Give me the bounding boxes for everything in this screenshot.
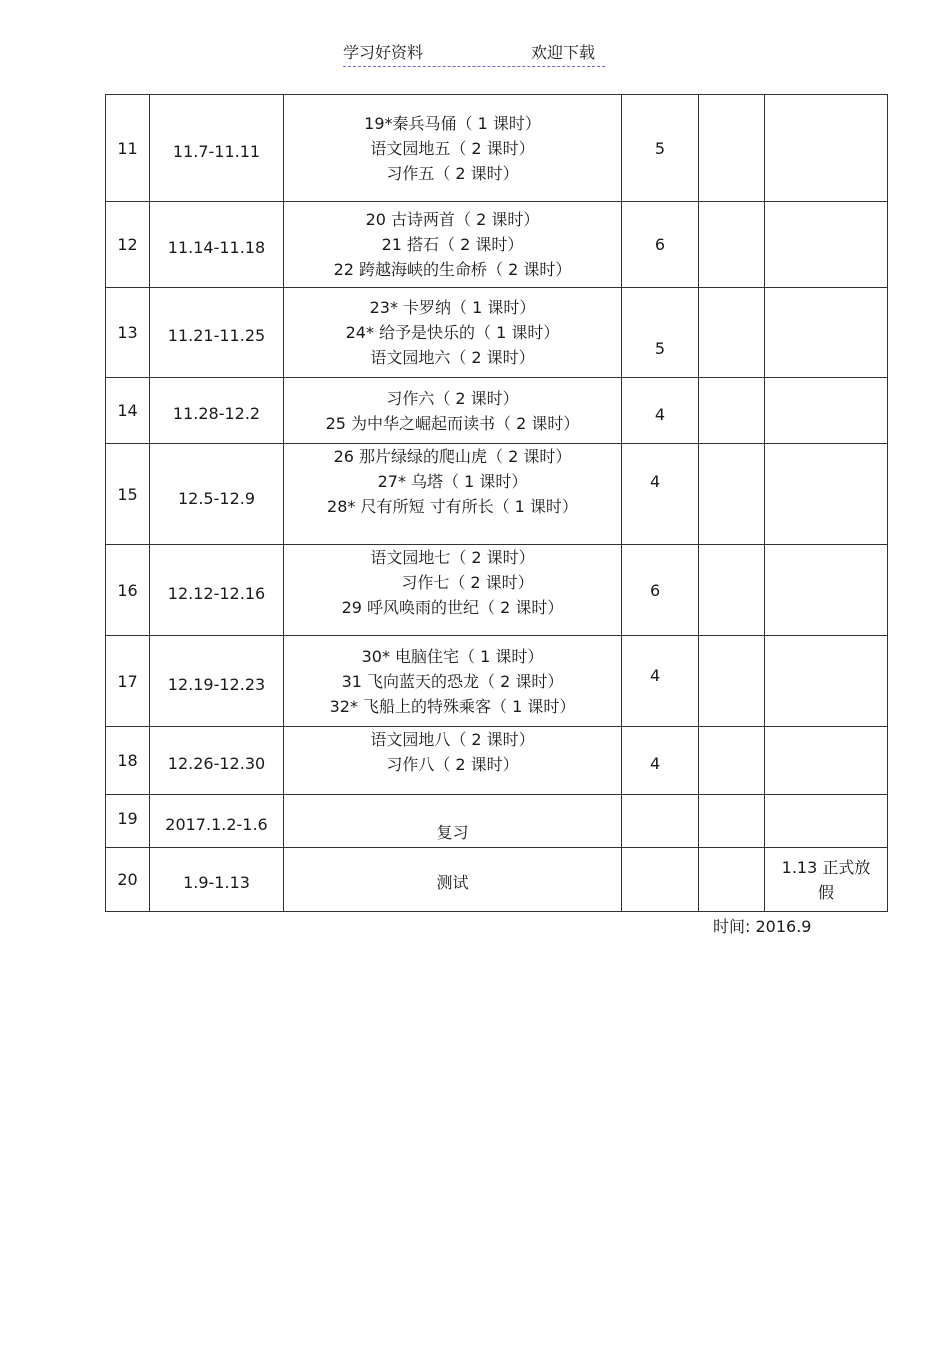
lesson-line: 习作六（ 2 课时） <box>386 388 519 408</box>
week-number: 18 <box>106 727 150 795</box>
header-left-text: 学习好资料 <box>343 43 424 62</box>
lesson-line: 语文园地六（ 2 课时） <box>370 348 535 367</box>
lesson-line: 语文园地七（ 2 课时） <box>370 548 535 567</box>
hours-count <box>622 848 699 912</box>
lesson-line: 27* 乌塔（ 1 课时） <box>377 472 528 491</box>
lesson-line: 习作八（ 2 课时） <box>386 755 519 774</box>
lesson-list <box>284 636 622 727</box>
empty-cell <box>699 378 765 444</box>
table-row <box>106 795 888 848</box>
hours-count: 5 <box>622 288 699 378</box>
hours-count: 6 <box>622 202 699 288</box>
week-dates: 2017.1.2-1.6 <box>150 795 284 848</box>
week-dates: 11.28-12.2 <box>150 378 284 444</box>
empty-cell <box>699 95 765 202</box>
lesson-list <box>284 444 622 545</box>
week-number: 16 <box>106 545 150 636</box>
table-row <box>106 202 888 288</box>
empty-cell <box>699 202 765 288</box>
lesson-line: 23* 卡罗纳（ 1 课时） <box>369 298 536 317</box>
note-cell <box>765 378 888 444</box>
lesson-line: 26 那片绿绿的爬山虎（ 2 课时） <box>333 447 572 466</box>
hours-count: 4 <box>622 636 699 727</box>
table-row <box>106 636 888 727</box>
empty-cell <box>699 848 765 912</box>
header-right-text: 欢迎下载 <box>531 43 596 62</box>
table-row <box>106 444 888 545</box>
week-number: 17 <box>106 636 150 727</box>
note-cell: 1.13 正式放假 <box>765 848 888 912</box>
lesson-list <box>284 378 622 444</box>
lesson-line: 复习 <box>436 823 469 842</box>
hours-count: 4 <box>622 378 699 444</box>
table-row <box>106 727 888 795</box>
lesson-list <box>284 95 622 202</box>
empty-cell <box>699 636 765 727</box>
teaching-schedule-table <box>105 94 888 912</box>
week-number: 12 <box>106 202 150 288</box>
hours-count <box>622 795 699 848</box>
table-row <box>106 95 888 202</box>
note-cell <box>765 727 888 795</box>
lesson-line: 24* 给予是快乐的（ 1 课时） <box>345 323 560 342</box>
week-dates: 12.26-12.30 <box>150 727 284 795</box>
hours-count: 6 <box>622 545 699 636</box>
table-row <box>106 378 888 444</box>
lesson-line: 29 呼风唤雨的世纪（ 2 课时） <box>341 598 564 617</box>
lesson-list <box>284 288 622 378</box>
note-cell <box>765 288 888 378</box>
week-number: 11 <box>106 95 150 202</box>
note-cell <box>765 202 888 288</box>
lesson-list <box>284 202 622 288</box>
week-dates: 11.7-11.11 <box>150 95 284 202</box>
lesson-line: 语文园地八（ 2 课时） <box>370 730 535 749</box>
lesson-list <box>284 727 622 795</box>
lesson-list <box>284 848 622 912</box>
table-row <box>106 848 888 912</box>
lesson-line: 习作五（ 2 课时） <box>386 163 519 183</box>
lesson-line: 语文园地五（ 2 课时） <box>370 138 535 158</box>
table-row <box>106 545 888 636</box>
empty-cell <box>699 545 765 636</box>
note-cell <box>765 636 888 727</box>
lesson-line: 25 为中华之崛起而读书（ 2 课时） <box>325 413 580 433</box>
week-dates: 11.21-11.25 <box>150 288 284 378</box>
lesson-line: 32* 飞船上的特殊乘客（ 1 课时） <box>329 696 576 716</box>
lesson-list <box>284 795 622 848</box>
week-dates: 1.9-1.13 <box>150 848 284 912</box>
document-date: 时间: 2016.9 <box>713 917 812 936</box>
hours-count: 4 <box>622 444 699 545</box>
note-cell <box>765 545 888 636</box>
note-cell <box>765 795 888 848</box>
lesson-line: 21 搭石（ 2 课时） <box>381 235 524 254</box>
week-dates: 12.19-12.23 <box>150 636 284 727</box>
note-cell <box>765 95 888 202</box>
note-cell <box>765 444 888 545</box>
lesson-list <box>284 545 622 636</box>
lesson-line: 20 古诗两首（ 2 课时） <box>365 210 540 229</box>
week-dates: 12.12-12.16 <box>150 545 284 636</box>
week-dates: 12.5-12.9 <box>150 444 284 545</box>
lesson-line: 30* 电脑住宅（ 1 课时） <box>361 646 544 666</box>
page-header <box>343 42 605 67</box>
week-number: 14 <box>106 378 150 444</box>
hours-count: 5 <box>622 95 699 202</box>
hours-count: 4 <box>622 727 699 795</box>
week-number: 20 <box>106 848 150 912</box>
empty-cell <box>699 727 765 795</box>
lesson-line: 19*秦兵马俑（ 1 课时） <box>364 113 541 133</box>
lesson-line: 测试 <box>436 873 469 892</box>
week-number: 15 <box>106 444 150 545</box>
lesson-line: 28* 尺有所短 寸有所长（ 1 课时） <box>327 497 578 516</box>
empty-cell <box>699 795 765 848</box>
table-row <box>106 288 888 378</box>
lesson-line: 31 飞向蓝天的恐龙（ 2 课时） <box>341 671 564 691</box>
week-number: 13 <box>106 288 150 378</box>
week-dates: 11.14-11.18 <box>150 202 284 288</box>
lesson-line: 习作七（ 2 课时） <box>401 573 534 592</box>
lesson-line: 22 跨越海峡的生命桥（ 2 课时） <box>333 260 572 279</box>
empty-cell <box>699 444 765 545</box>
empty-cell <box>699 288 765 378</box>
week-number: 19 <box>106 795 150 848</box>
